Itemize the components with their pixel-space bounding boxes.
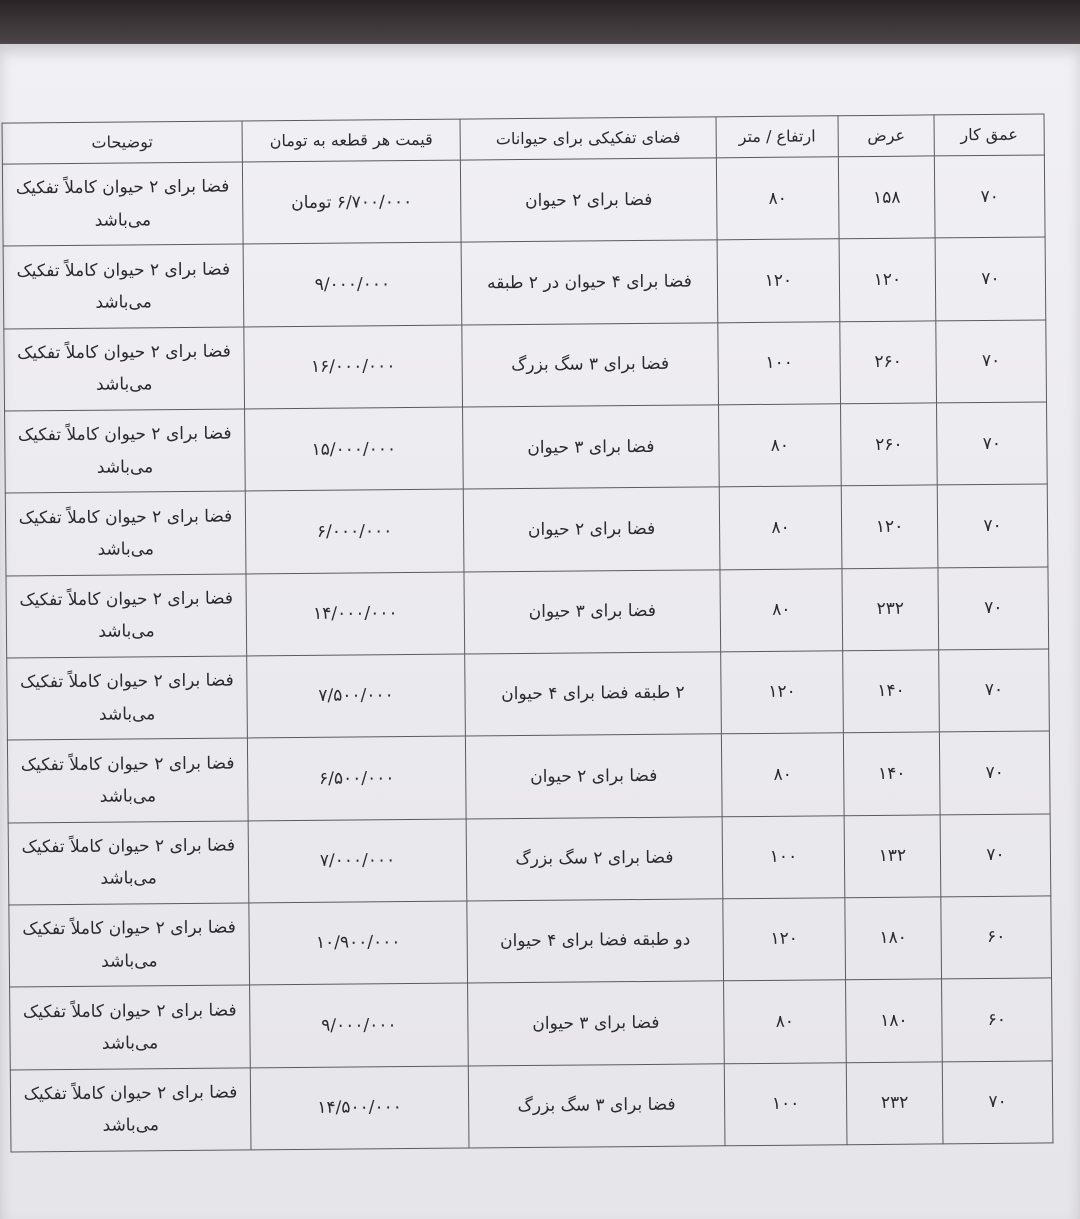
cell-depth: ۷۰ <box>934 155 1045 238</box>
cell-price: ۶/۰۰۰/۰۰۰ <box>245 489 464 573</box>
cell-height: ۱۰۰ <box>724 1062 847 1145</box>
table-row <box>5 484 1048 575</box>
price-table <box>2 113 1054 1152</box>
cell-notes: فضا برای ۲ حیوان کاملاً تفکیک می‌باشد <box>10 985 251 1069</box>
cell-depth: ۷۰ <box>942 1061 1053 1144</box>
cell-price: ۱۶/۰۰۰/۰۰۰ <box>244 325 463 409</box>
cell-width: ۱۸۰ <box>846 979 943 1062</box>
table-row <box>5 402 1048 493</box>
cell-depth: ۷۰ <box>938 567 1049 650</box>
cell-price: ۱۴/۰۰۰/۰۰۰ <box>246 572 465 656</box>
cell-space: فضا برای ۳ سگ بزرگ <box>462 322 719 407</box>
cell-notes: فضا برای ۲ حیوان کاملاً تفکیک می‌باشد <box>6 574 247 658</box>
cell-height: ۸۰ <box>719 404 842 487</box>
cell-space: فضا برای ۳ حیوان <box>463 405 720 490</box>
cell-space: فضا برای ۲ حیوان <box>460 158 717 243</box>
cell-width: ۱۴۰ <box>843 732 940 815</box>
table-row <box>3 237 1046 328</box>
cell-width: ۱۲۰ <box>841 485 938 568</box>
cell-depth: ۷۰ <box>939 731 1050 814</box>
header-depth: عمق کار <box>934 114 1044 156</box>
cell-space: فضا برای ۳ حیوان <box>468 981 725 1066</box>
cell-space: دو طبقه فضا برای ۴ حیوان <box>467 899 724 984</box>
cell-height: ۸۰ <box>720 568 843 651</box>
table-row <box>9 896 1052 987</box>
cell-notes: فضا برای ۲ حیوان کاملاً تفکیک می‌باشد <box>5 491 246 575</box>
cell-notes: فضا برای ۲ حیوان کاملاً تفکیک می‌باشد <box>9 903 250 987</box>
document-sheet <box>2 113 1053 1152</box>
cell-depth: ۶۰ <box>942 978 1053 1061</box>
cell-width: ۱۳۲ <box>844 815 941 898</box>
cell-height: ۸۰ <box>724 980 847 1063</box>
cell-width: ۱۵۸ <box>838 156 935 239</box>
cell-depth: ۷۰ <box>936 320 1047 403</box>
cell-height: ۱۰۰ <box>722 815 845 898</box>
table-row <box>7 731 1050 822</box>
cell-notes: فضا برای ۲ حیوان کاملاً تفکیک می‌باشد <box>10 1068 251 1152</box>
cell-width: ۲۶۰ <box>840 321 937 404</box>
cell-price: ۷/۰۰۰/۰۰۰ <box>248 819 467 903</box>
cell-depth: ۶۰ <box>941 896 1052 979</box>
cell-notes: فضا برای ۲ حیوان کاملاً تفکیک می‌باشد <box>3 244 244 328</box>
table-row <box>6 567 1049 658</box>
cell-height: ۱۲۰ <box>723 898 846 981</box>
cell-notes: فضا برای ۲ حیوان کاملاً تفکیک می‌باشد <box>7 738 248 822</box>
table-body <box>2 155 1053 1152</box>
cell-space: فضا برای ۲ حیوان <box>465 734 722 819</box>
cell-notes: فضا برای ۲ حیوان کاملاً تفکیک می‌باشد <box>2 162 243 246</box>
cell-space: فضا برای ۳ حیوان <box>464 569 721 654</box>
cell-height: ۸۰ <box>719 486 842 569</box>
cell-width: ۲۶۰ <box>841 403 938 486</box>
table-row <box>10 1061 1053 1152</box>
cell-height: ۱۰۰ <box>718 321 841 404</box>
table-row <box>4 320 1047 411</box>
cell-width: ۲۳۲ <box>842 568 939 651</box>
cell-notes: فضا برای ۲ حیوان کاملاً تفکیک می‌باشد <box>7 656 248 740</box>
header-height: ارتفاع / متر <box>716 116 838 158</box>
cell-space: ۲ طبقه فضا برای ۴ حیوان <box>465 652 722 737</box>
cell-width: ۱۸۰ <box>845 897 942 980</box>
cell-space: فضا برای ۴ حیوان در ۲ طبقه <box>461 240 718 325</box>
cell-notes: فضا برای ۲ حیوان کاملاً تفکیک می‌باشد <box>4 327 245 411</box>
cell-height: ۸۰ <box>721 733 844 816</box>
header-price: قیمت هر قطعه به تومان <box>242 119 460 162</box>
cell-price: ۱۴/۵۰۰/۰۰۰ <box>250 1066 469 1150</box>
cell-price: ۱۰/۹۰۰/۰۰۰ <box>249 901 468 985</box>
cell-notes: فضا برای ۲ حیوان کاملاً تفکیک می‌باشد <box>5 409 246 493</box>
cell-height: ۱۲۰ <box>721 651 844 734</box>
cell-space: فضا برای ۳ سگ بزرگ <box>468 1063 725 1148</box>
header-width: عرض <box>838 115 934 157</box>
cell-price: ۹/۰۰۰/۰۰۰ <box>250 983 469 1067</box>
cell-depth: ۷۰ <box>937 402 1048 485</box>
cell-height: ۱۲۰ <box>717 239 840 322</box>
cell-depth: ۷۰ <box>939 649 1050 732</box>
header-notes: توضیحات <box>2 121 242 164</box>
table-row <box>10 978 1053 1069</box>
table-row <box>8 814 1051 905</box>
cell-space: فضا برای ۲ حیوان <box>463 487 720 572</box>
cell-height: ۸۰ <box>716 157 839 240</box>
cell-width: ۱۲۰ <box>839 238 936 321</box>
header-space: فضای تفکیکی برای حیوانات <box>460 117 716 160</box>
cell-price: ۶/۵۰۰/۰۰۰ <box>247 736 466 820</box>
cell-width: ۱۴۰ <box>843 650 940 733</box>
table-row <box>2 155 1045 246</box>
cell-price: ۱۵/۰۰۰/۰۰۰ <box>245 407 464 491</box>
cell-space: فضا برای ۲ سگ بزرگ <box>466 816 723 901</box>
cell-price: ۷/۵۰۰/۰۰۰ <box>247 654 466 738</box>
cell-price: ۶/۷۰۰/۰۰۰ تومان <box>242 160 461 244</box>
cell-width: ۲۳۲ <box>846 1062 943 1145</box>
cell-depth: ۷۰ <box>935 237 1046 320</box>
cell-price: ۹/۰۰۰/۰۰۰ <box>243 242 462 326</box>
cell-depth: ۷۰ <box>940 814 1051 897</box>
table-row <box>7 649 1050 740</box>
cell-notes: فضا برای ۲ حیوان کاملاً تفکیک می‌باشد <box>8 821 249 905</box>
cell-depth: ۷۰ <box>937 484 1048 567</box>
